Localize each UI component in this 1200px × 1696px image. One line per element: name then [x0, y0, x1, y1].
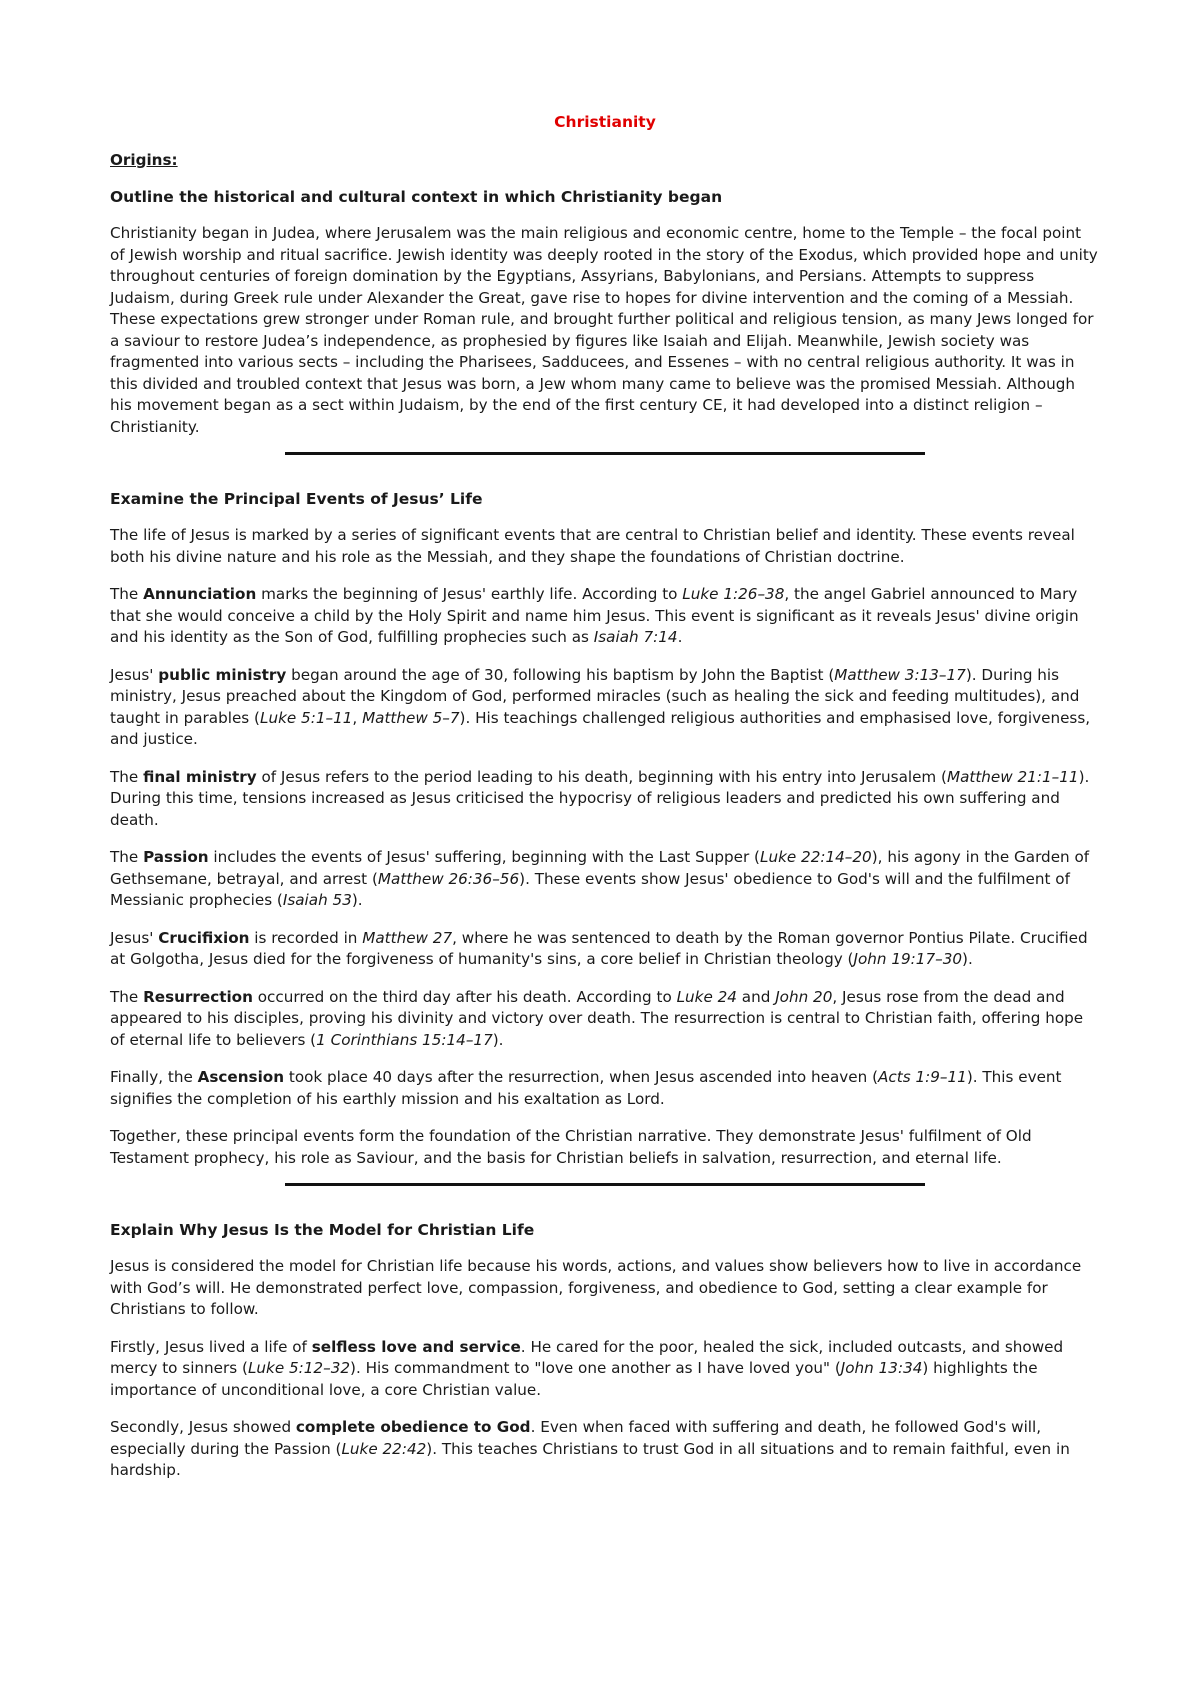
scripture-ref: Matthew 21:1–11 [946, 767, 1079, 786]
paragraph-principal-events-intro: The life of Jesus is marked by a series of significant events that are central to Christian belief and identity. These events reveal both his divine nature and his role as the Messiah, and they shape the foundations of Christian doctrine. [110, 526, 1075, 566]
scripture-ref: John 20 [775, 987, 833, 1006]
paragraph-annunciation: The Annunciation marks the beginning of Jesus' earthly life. According to Luke 1:26–38, the angel Gabriel announced to Mary that she would conceive a child by the Holy Spirit and name him Jesus. This event is significant as it reveals Jesus' divine origin and his identity as the Son of God, fulfilling prophecies such as Isaiah 7:14. [110, 585, 1079, 646]
paragraph-public-ministry: Jesus' public ministry began around the age of 30, following his baptism by John the Baptist (Matthew 3:13–17). During his ministry, Jesus preached about the Kingdom of God, performed miracles (such as healing the sick and feeding multitudes), and taught in parables (Luke 5:1–11, Matthew 5–7). His teachings challenged religious authorities and emphasised love, forgiveness, and justice. [110, 665, 1091, 748]
scripture-ref: Matthew 26:36–56 [377, 869, 520, 888]
paragraph-model-intro: Jesus is considered the model for Christian life because his words, actions, and values show believers how to live in accordance with God’s will. He demonstrated perfect love, compassion, forgiveness, and obedience to God, setting a clear example for Christians to follow. [110, 1257, 1082, 1318]
scripture-ref: Matthew 3:13–17 [834, 665, 966, 684]
term-selfless-love: selfless love and service [311, 1337, 521, 1356]
paragraph-historical-context: Christianity began in Judea, where Jerusalem was the main religious and economic centre, home to the Temple – the focal point of Jewish worship and ritual sacrifice. Jewish identity was deeply rooted in the story of the Exodus, which provided hope and unity throughout centuries of foreign domination by the Egyptians, Assyrians, Babylonians, and Persians. Attempts to suppress Judaism, during Greek rule under Alexander the Great, gave rise to hopes for divine intervention and the coming of a Messiah. These expectations grew stronger under Roman rule, and brought further political and religious tension, as many Jews longed for a saviour to restore Judea’s independence, as prophesied by figures like Isaiah and Elijah. Meanwhile, Jewish society was fragmented into various sects – including the Pharisees, Sadducees, and Essenes – with no central religious authority. It was in this divided and troubled context that Jesus was born, a Jew whom many came to believe was the promised Messiah. Although his movement began as a sect within Judaism, by the end of the first century CE, it had developed into a distinct religion – Christianity. [110, 224, 1098, 436]
term-obedience: complete obedience to God [295, 1418, 531, 1436]
paragraph-passion: The Passion includes the events of Jesus' suffering, beginning with the Last Supper (Luke 22:14–20), his agony in the Garden of Gethsemane, betrayal, and arrest (Matthew 26:36–56). These events show Jesus' obedience to God's will and the fulfilment of Messianic prophecies (Isaiah 53). [110, 848, 1090, 909]
paragraph-ascension: Finally, the Ascension took place 40 days after the resurrection, when Jesus ascended into heaven (Acts 1:9–11). This event signifies the completion of his earthly mission and his exaltation as Lord. [110, 1068, 1062, 1108]
section-heading-principal-events: Examine the Principal Events of Jesus’ Life [110, 490, 483, 508]
scripture-ref: John 19:17–30 [853, 950, 963, 968]
paragraph-final-ministry: The final ministry of Jesus refers to the period leading to his death, beginning with his entry into Jerusalem (Matthew 21:1–11). During this time, tensions increased as Jesus criticised the hypocrisy of religious leaders and predicted his own suffering and death. [110, 767, 1090, 829]
term-passion: Passion [143, 848, 209, 866]
paragraph-crucifixion: Jesus' Crucifixion is recorded in Matthew 27, where he was sentenced to death by the Roman governor Pontius Pilate. Crucified at Golgotha, Jesus died for the forgiveness of humanity's sins, a core belief in Christian theology (John 19:17–30). [110, 928, 1088, 968]
paragraph-resurrection: The Resurrection occurred on the third day after his death. According to Luke 24 and John 20, Jesus rose from the dead and appeared to his disciples, proving his divinity and victory over death. The resurrection is central to Christian faith, offering hope of eternal life to believers (1 Corinthians 15:14–17). [110, 987, 1084, 1049]
document-page [110, 112, 1100, 1498]
term-public-ministry: public ministry [158, 665, 287, 684]
scripture-ref: Luke 5:1–11 [259, 708, 353, 727]
scripture-ref: Matthew 27 [362, 928, 453, 947]
document-title: Christianity [554, 113, 656, 131]
term-annunciation: Annunciation [143, 585, 257, 603]
paragraph-principal-events-conclusion: Together, these principal events form the foundation of the Christian narrative. They demonstrate Jesus' fulfilment of Old Testament prophecy, his role as Saviour, and the basis for Christian beliefs in salvation, resurrection, and eternal life. [110, 1127, 1032, 1167]
scripture-ref: Isaiah 7:14 [593, 628, 678, 646]
term-resurrection: Resurrection [143, 987, 253, 1006]
scripture-ref: Luke 1:26–38 [682, 585, 785, 603]
scripture-ref: Luke 22:14–20 [759, 848, 872, 866]
section-heading-historical-context: Outline the historical and cultural context in which Christianity began [110, 188, 723, 206]
scripture-ref: 1 Corinthians 15:14–17 [316, 1030, 493, 1049]
term-ascension: Ascension [197, 1068, 285, 1086]
scripture-ref: Luke 24 [676, 987, 737, 1006]
term-crucifixion: Crucifixion [158, 928, 250, 947]
scripture-ref: John 13:34 [840, 1359, 923, 1377]
scripture-ref: Matthew 5–7 [362, 708, 460, 727]
scripture-ref: Luke 22:42 [341, 1439, 427, 1458]
origins-label: Origins: [110, 150, 178, 169]
scripture-ref: Isaiah 53 [282, 891, 352, 909]
paragraph-obedience: Secondly, Jesus showed complete obedience to God. Even when faced with suffering and death, he followed God's will, especially during the Passion (Luke 22:42). This teaches Christians to trust God in all situations and to remain faithful, even in hardship. [110, 1418, 1070, 1479]
scripture-ref: Acts 1:9–11 [878, 1068, 967, 1086]
scripture-ref: Luke 5:12–32 [247, 1359, 351, 1377]
paragraph-selfless-love: Firstly, Jesus lived a life of selfless love and service. He cared for the poor, healed the sick, included outcasts, and showed mercy to sinners (Luke 5:12–32). His commandment to "love one another as I have loved you" (John 13:34) highlights the importance of unconditional love, a core Christian value. [110, 1337, 1064, 1399]
section-heading-model-for-christian-life: Explain Why Jesus Is the Model for Christian Life [110, 1221, 535, 1239]
term-final-ministry: final ministry [143, 767, 257, 786]
